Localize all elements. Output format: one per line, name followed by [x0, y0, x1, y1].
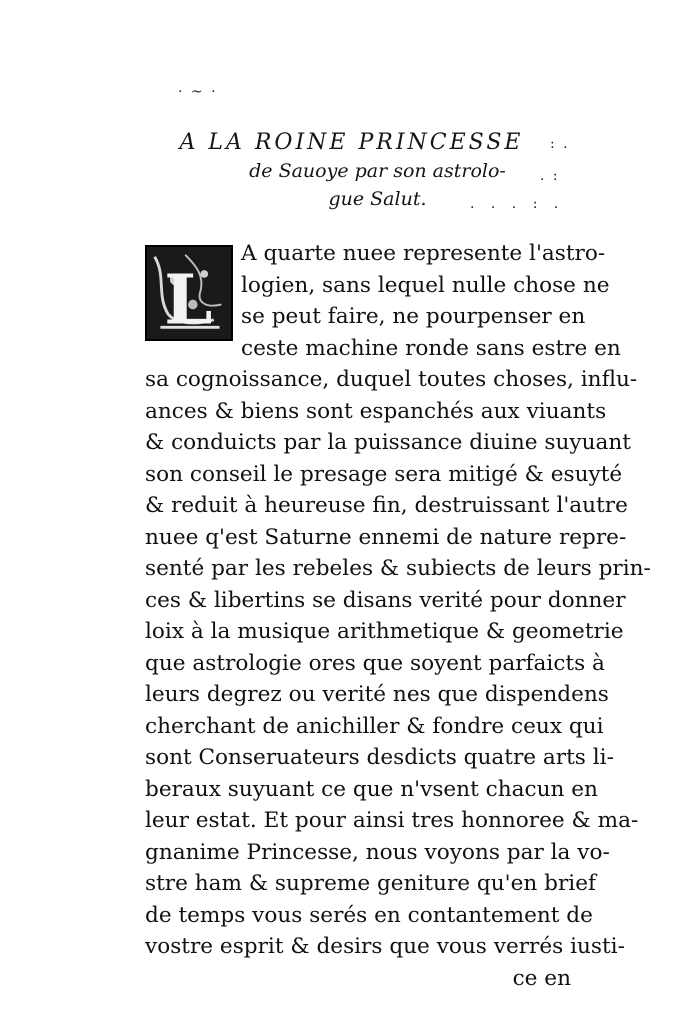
text-line: logien, sans lequel nulle chose ne	[241, 272, 610, 298]
text-line: cherchant de anichiller & fondre ceux qui	[145, 713, 604, 739]
text-line: de temps vous serés en contantement de	[145, 902, 593, 928]
svg-text:L: L	[164, 259, 213, 339]
text-line: que astrologie ores que soyent parfaicts à	[145, 650, 605, 676]
text-line: sa cognoissance, duquel toutes choses, influ-	[145, 367, 638, 392]
text-line: A quarte nuee represente l'astro-	[241, 241, 606, 266]
text-line: & conduicts par la puissance diuine suyuant	[145, 430, 631, 455]
dedication-body	[145, 238, 651, 994]
text-line: leurs degrez ou verité nes que dispendens	[145, 682, 609, 707]
text-line: vostre esprit & desirs que vous verrés iusti-	[145, 934, 625, 959]
text-line: & reduit à heureuse fin, destruissant l'autre	[145, 493, 628, 518]
text-line: gnanime Princesse, nous voyons par la vo-	[145, 839, 610, 865]
text-line: son conseil le presage sera mitigé & esuyté	[145, 461, 623, 487]
text-line: se peut faire, ne pourpenser en	[241, 304, 586, 329]
ink-specks: . :	[540, 168, 560, 184]
ink-specks: . . . : .	[470, 196, 565, 212]
catchword: ce en	[512, 965, 571, 991]
text-line: leur estat. Et pour ainsi tres honnoree & ma-	[145, 808, 639, 833]
text-line: stre ham & supreme geniture qu'en brief	[145, 871, 596, 896]
text-line: beraux suyuant ce que n'vsent chacun en	[145, 776, 598, 802]
ink-specks: · ~ ·	[178, 84, 218, 100]
text-line: loix à la musique arithmetique & geometrie	[145, 619, 624, 644]
text-line: ces & libertins se disans verité pour donner	[145, 587, 626, 613]
ink-specks: : .	[550, 136, 570, 152]
text-line: sont Conseruateurs desdicts quatre arts li-	[145, 745, 614, 770]
text-line: ances & biens sont espanchés aux viuants	[145, 398, 607, 424]
dedication-subheading: de Sauoye par son astrolo-	[249, 160, 506, 182]
dedication-subheading-end: gue Salut.	[328, 188, 427, 210]
text-line: senté par les rebeles & subiects de leurs prin-	[145, 556, 651, 581]
text-line: ceste machine ronde sans estre en	[241, 335, 621, 361]
dedication-heading: A LA ROINE PRINCESSE	[179, 130, 524, 155]
text-line: nuee q'est Saturne ennemi de nature repre-	[145, 524, 627, 550]
